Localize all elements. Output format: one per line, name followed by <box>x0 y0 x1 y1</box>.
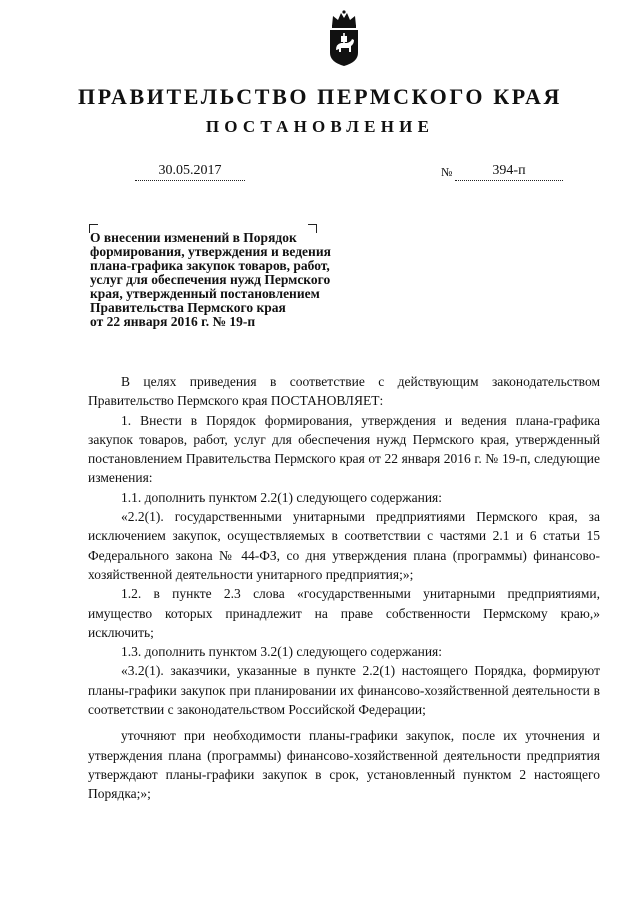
government-title: ПРАВИТЕЛЬСТВО ПЕРМСКОГО КРАЯ <box>78 84 562 109</box>
document-subject <box>90 231 360 329</box>
document-body <box>88 372 600 804</box>
subject-line: плана-графика закупок товаров, работ, <box>90 258 330 273</box>
subject-line: О внесении изменений в Порядок <box>90 230 297 245</box>
subject-line: формирования, утверждения и ведения <box>90 244 331 259</box>
body-paragraph-1: 1. Внести в Порядок формирования, утверждения и ведения плана-графика закупок товаров, работ, услуг для обеспечения нужд Пермского края, утвержденный постановлением Правительства Пермского края от 22 января 2016 г. № 19-п, следующие изменения: <box>88 412 600 486</box>
body-paragraph-1-3: 1.3. дополнить пунктом 3.2(1) следующего содержания: <box>121 644 443 660</box>
body-paragraph-quote-2-2-1: «2.2(1). государственными унитарными предприятиями Пермского края, за исключением закупок, осуществляемых в соответствии с частями 2.1 и 6 статьи 15 Федерального закона № 44-ФЗ, со дня утверждения плана (программы) финансово-хозяйственной деятельности унитарного предприятия;»; <box>88 509 600 582</box>
subject-line: услуг для обеспечения нужд Пермского <box>90 272 331 287</box>
document-type: ПОСТАНОВЛЕНИЕ <box>205 117 435 136</box>
body-paragraph-1-2: 1.2. в пункте 2.3 слова «государственными унитарными предприятиями, имущество которых принадлежит на праве собственности Пермскому краю,» исключить; <box>88 586 600 640</box>
body-paragraph-quote-3-2-1: «3.2(1). заказчики, указанные в пункте 2.2(1) настоящего Порядка, формируют планы-графики закупок при планировании их финансово-хозяйственной деятельности в соответствии с законодательством Российской Федерации; <box>88 663 600 718</box>
document-number: 394-п <box>455 162 563 181</box>
body-paragraph-clarify: уточняют при необходимости планы-графики закупок, после их уточнения и утверждения плана (программы) финансово-хозяйственной деятельности предприятия утверждают планы-графики закупок в срок, установленный пунктом 2 настоящего Порядка;»; <box>88 728 600 802</box>
body-paragraph-preamble: В целях приведения в соответствие с действующим законодательством Правительство Пермского края ПОСТАНОВЛЯЕТ: <box>88 374 600 409</box>
number-sign: № <box>441 165 453 179</box>
perm-krai-coat-of-arms-icon <box>327 9 361 67</box>
subject-line: Правительства Пермского края <box>90 300 286 315</box>
subject-line: края, утвержденный постановлением <box>90 286 320 301</box>
subject-line: от 22 января 2016 г. № 19-п <box>90 314 256 329</box>
document-date: 30.05.2017 <box>135 162 245 181</box>
body-paragraph-1-1: 1.1. дополнить пунктом 2.2(1) следующего содержания: <box>121 489 443 505</box>
